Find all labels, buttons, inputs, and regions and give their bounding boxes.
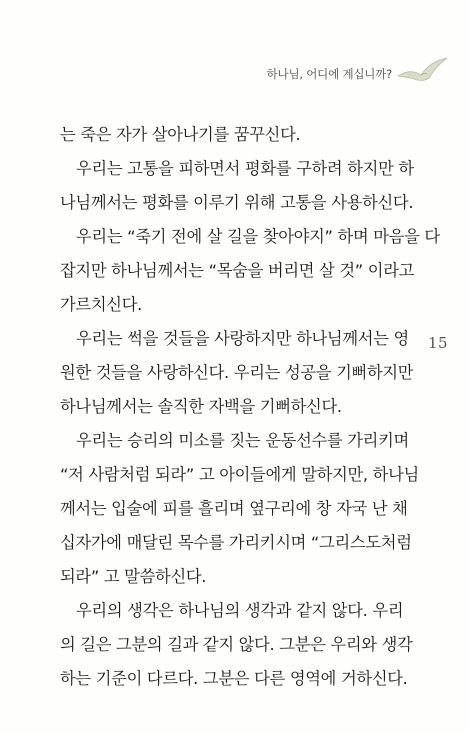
text-line: 나님께서는 평화를 이루기 위해 고통을 사용하신다. (60, 193, 414, 212)
page-number: 15 (428, 334, 449, 352)
text-line: 우리는 썩을 것들을 사랑하지만 하나님께서는 영 (76, 329, 409, 348)
text-line: 되라” 고 말씀하신다. (60, 567, 207, 586)
bird-icon (394, 56, 450, 90)
text-line: 는 죽은 자가 살아나기를 꿈꾸신다. (60, 125, 301, 144)
text-line: “저 사람처럼 되라” 고 아이들에게 말하지만, 하나님 (60, 465, 419, 484)
text-line: 원한 것들을 사랑하신다. 우리는 성공을 기뻐하지만 (60, 363, 414, 382)
text-line: 십자가에 매달린 목수를 가리키시며 “그리스도처럼 (60, 533, 412, 552)
text-line: 가르치신다. (60, 295, 143, 314)
text-line: 하는 기준이 다르다. 그분은 다른 영역에 거하신다. (60, 669, 408, 688)
running-header-title: 하나님, 어디에 계십니까? (266, 67, 392, 81)
text-line: 잡지만 하나님께서는 “목숨을 버리면 살 것” 이라고 (60, 261, 415, 280)
text-line: 께서는 입술에 피를 흘리며 옆구리에 창 자국 난 채 (60, 499, 408, 518)
text-line: 우리의 생각은 하나님의 생각과 같지 않다. 우리 (76, 601, 404, 620)
text-line: 하나님께서는 솔직한 자백을 기뻐하신다. (60, 397, 342, 416)
text-line: 우리는 고통을 피하면서 평화를 구하려 하지만 하 (76, 159, 414, 178)
text-line: 우리는 승리의 미소를 짓는 운동선수를 가리키며 (76, 431, 409, 450)
text-line: 의 길은 그분의 길과 같지 않다. 그분은 우리와 생각 (60, 635, 413, 654)
text-line: 우리는 “죽기 전에 살 길을 찾아야지” 하며 마음을 다 (76, 227, 440, 246)
